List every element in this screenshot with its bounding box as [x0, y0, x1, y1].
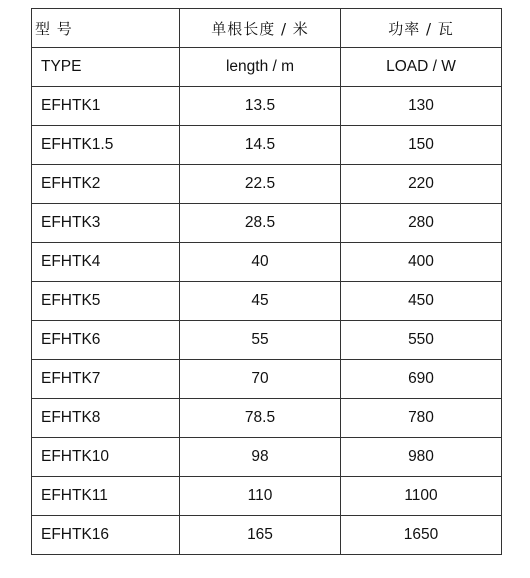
load-cell: 280	[341, 204, 502, 243]
table-row	[32, 126, 502, 165]
table-row	[32, 243, 502, 282]
type-cell: EFHTK1.5	[32, 126, 180, 165]
type-cell: EFHTK6	[32, 321, 180, 360]
table-row	[32, 438, 502, 477]
table-row	[32, 477, 502, 516]
header-row-zh	[32, 9, 502, 48]
length-cell: 55	[180, 321, 341, 360]
type-cell: EFHTK1	[32, 87, 180, 126]
length-cell: 40	[180, 243, 341, 282]
type-cell: EFHTK3	[32, 204, 180, 243]
type-cell: EFHTK2	[32, 165, 180, 204]
type-cell: EFHTK5	[32, 282, 180, 321]
type-cell: EFHTK16	[32, 516, 180, 555]
load-cell: 220	[341, 165, 502, 204]
length-cell: 45	[180, 282, 341, 321]
type-cell: EFHTK4	[32, 243, 180, 282]
table-row	[32, 282, 502, 321]
load-cell: 690	[341, 360, 502, 399]
load-cell: 450	[341, 282, 502, 321]
table-row	[32, 204, 502, 243]
table-row	[32, 321, 502, 360]
length-cell: 110	[180, 477, 341, 516]
length-cell: 78.5	[180, 399, 341, 438]
table-row	[32, 516, 502, 555]
type-cell: EFHTK7	[32, 360, 180, 399]
length-cell: 98	[180, 438, 341, 477]
header-load-zh: 功率 / 瓦	[341, 9, 502, 48]
header-length-zh: 单根长度 / 米	[180, 9, 341, 48]
type-cell: EFHTK8	[32, 399, 180, 438]
type-cell: EFHTK11	[32, 477, 180, 516]
load-cell: 550	[341, 321, 502, 360]
length-cell: 22.5	[180, 165, 341, 204]
length-cell: 13.5	[180, 87, 341, 126]
length-cell: 165	[180, 516, 341, 555]
header-type-en: TYPE	[32, 48, 180, 87]
spec-table-body	[32, 9, 502, 555]
spec-table	[31, 8, 502, 555]
header-type-zh: 型 号	[32, 9, 180, 48]
table-row	[32, 165, 502, 204]
length-cell: 70	[180, 360, 341, 399]
length-cell: 28.5	[180, 204, 341, 243]
load-cell: 400	[341, 243, 502, 282]
load-cell: 780	[341, 399, 502, 438]
header-length-en: length / m	[180, 48, 341, 87]
load-cell: 1100	[341, 477, 502, 516]
length-cell: 14.5	[180, 126, 341, 165]
load-cell: 130	[341, 87, 502, 126]
load-cell: 150	[341, 126, 502, 165]
table-row	[32, 87, 502, 126]
load-cell: 1650	[341, 516, 502, 555]
table-row	[32, 360, 502, 399]
type-cell: EFHTK10	[32, 438, 180, 477]
header-row-en	[32, 48, 502, 87]
load-cell: 980	[341, 438, 502, 477]
table-row	[32, 399, 502, 438]
header-load-en: LOAD / W	[341, 48, 502, 87]
